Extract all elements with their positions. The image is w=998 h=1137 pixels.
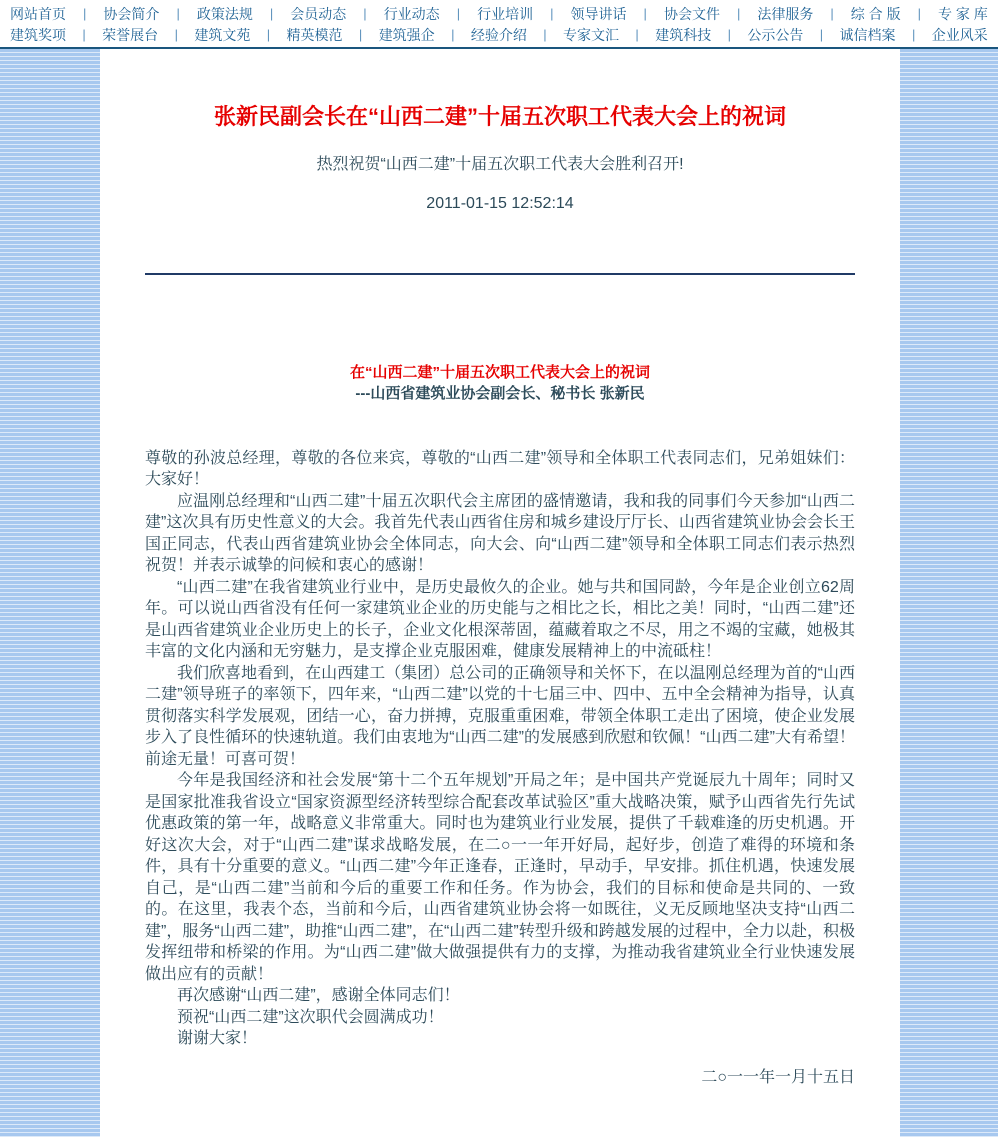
nav-link-association-documents[interactable]: 协会文件 [663,5,720,22]
nav-separator: | [358,27,363,42]
nav-separator: | [917,6,921,21]
nav-separator: | [174,27,178,42]
nav-separator: | [83,6,87,21]
paragraph: 预祝“山西二建”这次职代会圆满成功！ [177,1008,444,1026]
speech-author-line: ---山西省建筑业协会副会长、秘书长 张新民 [355,384,645,402]
nav-separator: | [451,27,455,42]
nav-link-expert-articles[interactable]: 专家文汇 [563,26,620,43]
nav-link-member-news[interactable]: 会员动态 [290,5,347,22]
article-datetime: 2011-01-15 12:52:14 [426,194,574,212]
nav-separator: | [911,27,916,42]
paragraph: 今年是我国经济和社会发展“第十二个五年规划”开局之年；是中国共产党诞辰九十周年；同时又是国家批准我省设立“国家资源型经济转型综合配套改革试验区”重大战略决策，赋予山西省先行先试优惠政策的第一年，战略意义非常重大。同时也为建筑业行业发展，提供了千载难逢的历史机遇。开好这次大会，对于“山西二建”谋求战略发展，在二○一一年开好局，起好步，创造了难得的环境和条件，具有十分重要的意义。“山西二建”今年正逢春，正逢时，早动手，早安排。抓住机遇，快速发展自己，是“山西二建”当前和今后的重要工作和任务。作为协会，我们的目标和使命是共同的、一致的。在这里，我表个态，当前和今后，山西省建筑业协会将一如既往，义无反顾地坚决支持“山西二建”，服务“山西二建”，助推“山西二建”，在“山西二建”转型升级和跨越发展的过程中，全力以赴，积极发挥纽带和桥梁的作用。为“山西二建”做大做强提供有力的支撑，为推动我省建筑业全行业快速发展做出应有的贡献！ [145,772,855,983]
nav-link-honor-showcase[interactable]: 荣誉展台 [102,26,159,43]
content-band [0,49,998,1137]
paragraph: “山西二建”在我省建筑业行业中，是历史最攸久的企业。她与共和国同龄，今年是企业创立62周年。可以说山西省没有任何一家建筑业企业的历史能与之相比之长，相比之美！同时，“山西二建”还是山西省建筑业企业历史上的长子，企业文化根深蒂固，蕴藏着取之不尽，用之不竭的宝藏，她极其丰富的文化内涵和无穷魅力，是支撑企业克服困难，健康发展精神上的中流砥柱！ [145,578,855,661]
top-navigation [0,0,998,47]
article-title: 张新民副会长在“山西二建”十届五次职工代表大会上的祝词 [213,104,786,129]
nav-link-association-intro[interactable]: 协会简介 [103,5,160,22]
speech-heading: 在“山西二建”十届五次职工代表大会上的祝词 [349,363,650,381]
nav-separator: | [266,27,271,42]
nav-link-leader-speeches[interactable]: 领导讲话 [570,5,627,22]
nav-separator: | [550,6,554,21]
nav-separator: | [363,6,367,21]
nav-link-credit-files[interactable]: 诚信档案 [839,26,896,43]
paragraph: 应温刚总经理和“山西二建”十届五次职代会主席团的盛情邀请，我和我的同事们今天参加“山西二建”这次具有历史性意义的大会。我首先代表山西省住房和城乡建设厅厅长、山西省建筑业协会会长王国正同志，代表山西省建筑业协会全体同志，向大会、向“山西二建”领导和全体职工同志们表示热烈祝贺！并表示诚挚的问候和衷心的感谢！ [145,492,855,575]
nav-link-legal-services[interactable]: 法律服务 [757,5,814,22]
paragraph: 谢谢大家！ [177,1030,258,1048]
nav-separator: | [643,6,647,21]
nav-separator: | [82,27,86,42]
nav-separator: | [543,27,547,42]
nav-link-elite-models[interactable]: 精英模范 [286,26,343,43]
right-stripe-background [900,49,998,1137]
nav-link-industry-news[interactable]: 行业动态 [383,5,440,22]
nav-separator: | [635,27,639,42]
left-stripe-background [0,49,100,1137]
nav-link-construction-awards[interactable]: 建筑奖项 [10,26,66,43]
nav-link-expert-database[interactable]: 专 家 库 [938,5,988,22]
paragraph: 再次感谢“山西二建”，感谢全体同志们！ [177,987,460,1005]
nav-row-1 [10,3,988,24]
nav-separator: | [819,27,824,42]
nav-separator: | [269,6,274,21]
nav-link-policies[interactable]: 政策法规 [196,5,253,22]
nav-link-construction-literature[interactable]: 建筑文苑 [194,26,251,43]
nav-separator: | [736,6,741,21]
nav-link-home[interactable]: 网站首页 [10,5,66,22]
nav-link-industry-training[interactable]: 行业培训 [477,5,534,22]
paragraph: 我们欣喜地看到，在山西建工（集团）总公司的正确领导和关怀下，在以温刚总经理为首的“山西二建”领导班子的率领下，四年来，“山西二建”以党的十七届三中、四中、五中全会精神为指导，认真贯彻落实科学发展观，团结一心，奋力拼搏，克服重重困难，带领全体职工走出了困境，使企业发展步入了良性循环的快速轨道。我们由衷地为“山西二建”的发展感到欣慰和钦佩！“山西二建”大有希望！前途无量！可喜可贺！ [145,664,855,768]
signature-date: 二○一一年一月十五日 [701,1068,855,1086]
divider-rule [145,273,855,275]
nav-link-experience-intro[interactable]: 经验介绍 [470,26,527,43]
nav-separator: | [830,6,834,21]
nav-link-public-notices[interactable]: 公示公告 [747,26,804,43]
nav-link-strong-enterprises[interactable]: 建筑强企 [378,26,435,43]
nav-separator: | [456,6,461,21]
nav-link-enterprise-style[interactable]: 企业风采 [931,26,988,43]
nav-row-2 [10,24,988,45]
nav-link-general-edition[interactable]: 综 合 版 [850,5,901,22]
paragraph: 尊敬的孙波总经理，尊敬的各位来宾，尊敬的“山西二建”领导和全体职工代表同志们，兄弟姐妹们：大家好！ [145,449,855,489]
article-subtitle: 热烈祝贺“山西二建”十届五次职工代表大会胜利召开! [316,155,684,173]
nav-separator: | [727,27,731,42]
nav-link-construction-tech[interactable]: 建筑科技 [655,26,712,43]
nav-separator: | [176,6,180,21]
speech-body [145,448,855,1050]
article-content [100,49,900,1137]
